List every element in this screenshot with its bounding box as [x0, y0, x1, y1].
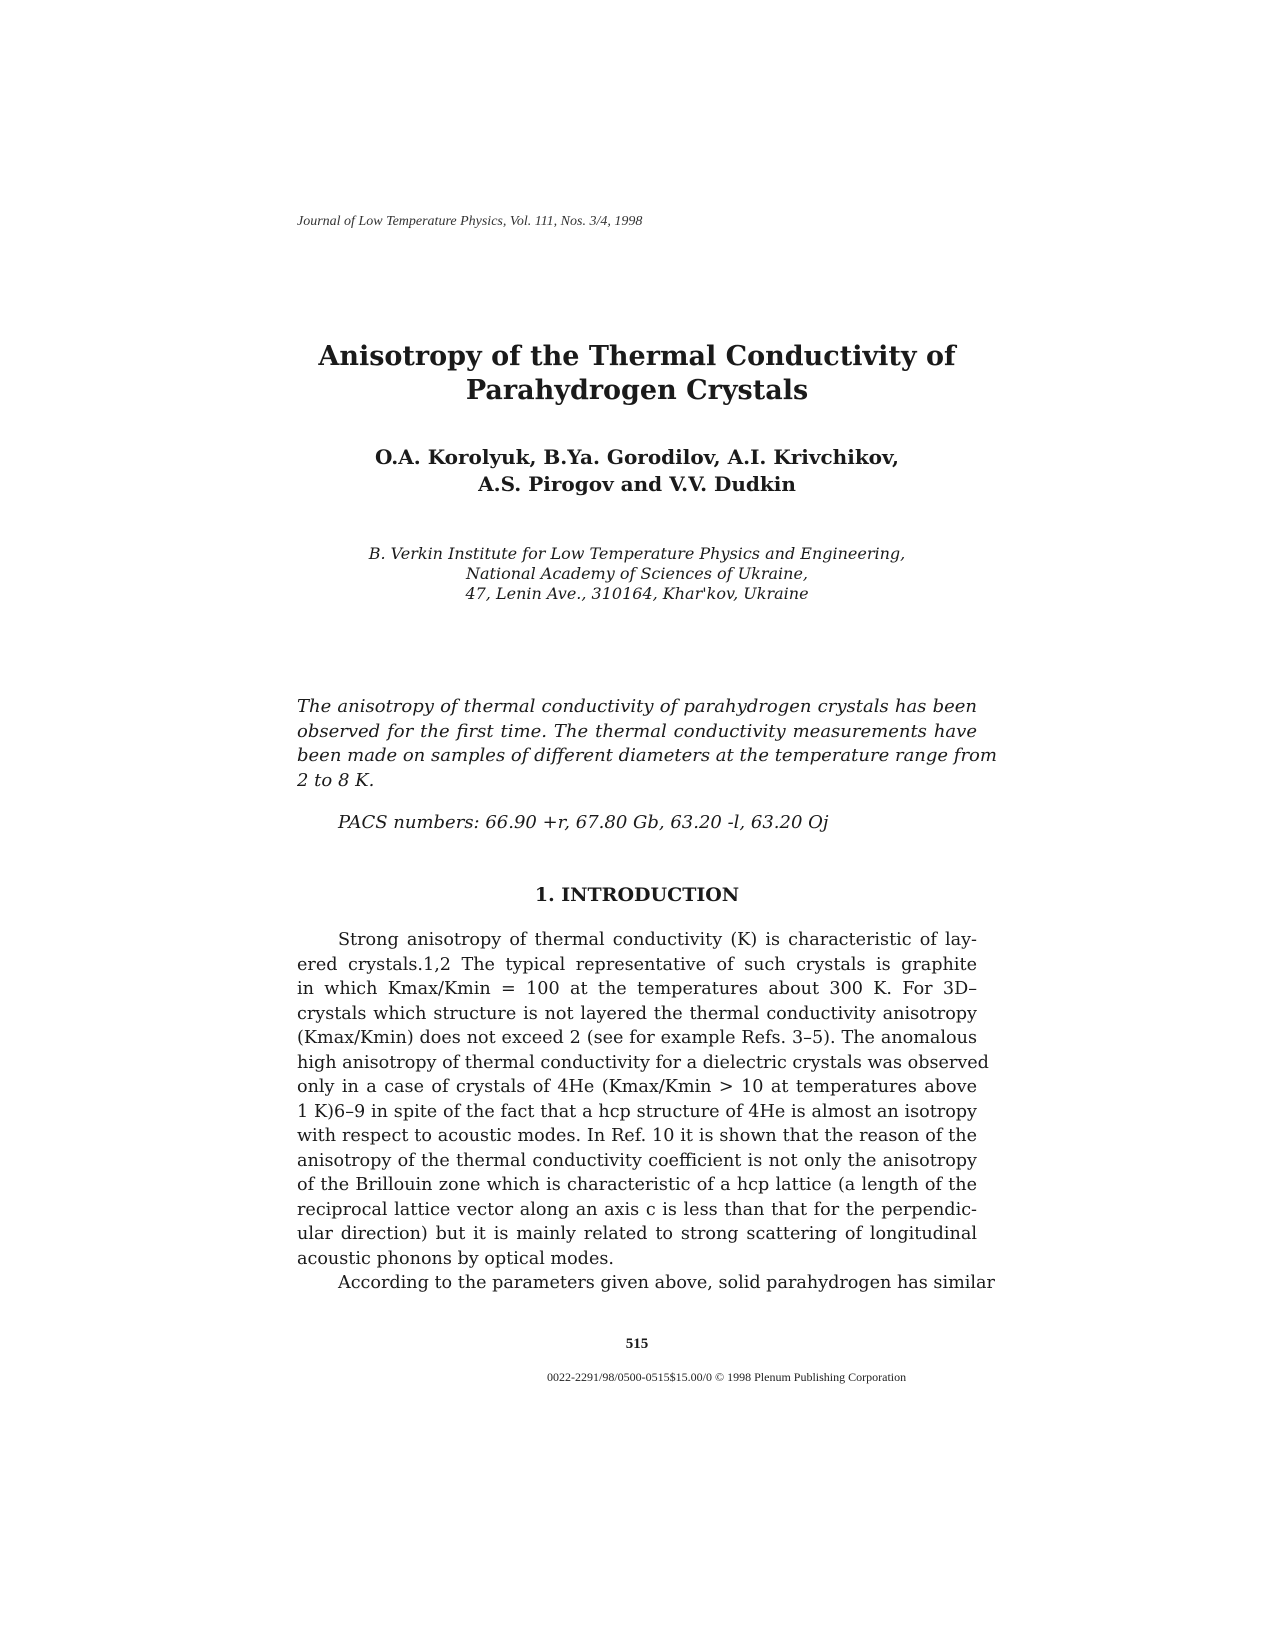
body-line: with respect to acoustic modes. In Ref. 10 it is shown that the reason of the [297, 1126, 977, 1146]
author-list [297, 444, 977, 498]
pacs-numbers: PACS numbers: 66.90 +r, 67.80 Gb, 63.20 -l, 63.20 Oj [338, 812, 829, 833]
author-line: A.S. Pirogov and V.V. Dudkin [478, 472, 796, 496]
affiliation-line: National Academy of Sciences of Ukraine, [466, 564, 808, 583]
body-line: in which Kmax/Kmin = 100 at the temperatures about 300 K. For 3D– [297, 979, 977, 999]
body-line: ular direction) but it is mainly related to strong scattering of longitudinal [297, 1224, 977, 1244]
body-line: ered crystals.1,2 The typical representative of such crystals is graphite [297, 954, 977, 975]
title-line: Anisotropy of the Thermal Conductivity of [318, 341, 956, 372]
body-line: only in a case of crystals of 4He (Kmax/Kmin > 10 at temperatures above [297, 1077, 977, 1097]
paper-title [297, 340, 977, 408]
section-body [297, 928, 995, 1296]
body-line: crystals which structure is not layered the thermal conductivity anisotropy [297, 1003, 977, 1024]
body-line: According to the parameters given above, solid parahydrogen has similar [338, 1273, 995, 1293]
body-line: high anisotropy of thermal conductivity for a dielectric crystals was observed [297, 1052, 989, 1073]
affiliation-line: 47, Lenin Ave., 310164, Khar'kov, Ukraine [465, 584, 809, 603]
affiliation-line: B. Verkin Institute for Low Temperature Physics and Engineering, [368, 544, 906, 563]
abstract-line: 2 to 8 K. [297, 769, 375, 791]
journal-header: Journal of Low Temperature Physics, Vol. 111, Nos. 3/4, 1998 [297, 214, 643, 229]
body-line: (Kmax/Kmin) does not exceed 2 (see for example Refs. 3–5). The anomalous [297, 1028, 977, 1048]
abstract-line: observed for the first time. The thermal conductivity measurements have [297, 720, 977, 742]
body-line: reciprocal lattice vector along an axis c is less than that for the perpendic- [297, 1199, 977, 1220]
abstract-line: The anisotropy of thermal conductivity of parahydrogen crystals has been [297, 696, 977, 717]
body-line: of the Brillouin zone which is characteristic of a hcp lattice (a length of the [297, 1175, 977, 1195]
author-line: O.A. Korolyuk, B.Ya. Gorodilov, A.I. Krivchikov, [375, 445, 899, 469]
section-heading: 1. INTRODUCTION [534, 884, 740, 906]
body-line: acoustic phonons by optical modes. [297, 1248, 614, 1269]
body-line: 1 K)6–9 in spite of the fact that a hcp structure of 4He is almost an isotropy [297, 1101, 977, 1122]
title-line: Parahydrogen Crystals [465, 375, 809, 406]
page-number: 515 [625, 1336, 649, 1352]
abstract-line: been made on samples of different diameters at the temperature range from [297, 745, 997, 766]
abstract [297, 695, 997, 793]
body-line: Strong anisotropy of thermal conductivity (K) is characteristic of lay- [338, 930, 977, 950]
body-line: anisotropy of the thermal conductivity coefficient is not only the anisotropy [297, 1150, 977, 1171]
affiliation [297, 544, 977, 604]
copyright-line: 0022-2291/98/0500-0515$15.00/0 © 1998 Plenum Publishing Corporation [547, 1370, 907, 1384]
